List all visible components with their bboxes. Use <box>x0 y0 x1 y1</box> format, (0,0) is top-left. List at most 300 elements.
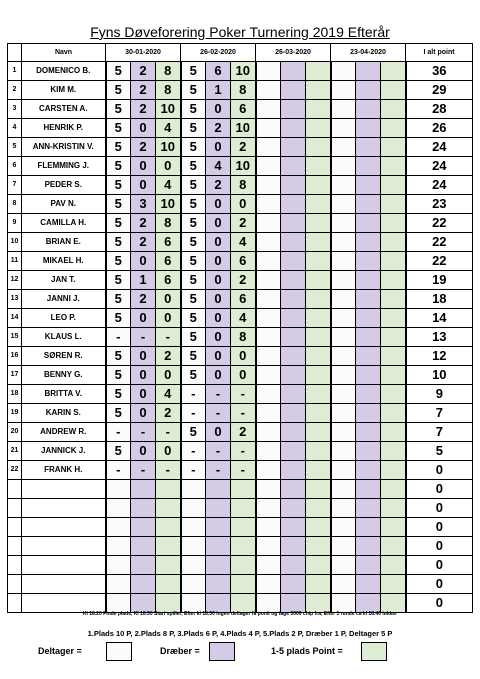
header-date-1: 30-01-2020 <box>106 44 181 62</box>
place-points <box>381 100 406 119</box>
place-points <box>306 423 331 442</box>
total-points: 0 <box>406 537 473 556</box>
killer-points: - <box>206 442 231 461</box>
killer-points <box>356 157 381 176</box>
killer-points: 0 <box>131 176 156 195</box>
participant-points <box>331 290 356 309</box>
table-row <box>8 138 473 157</box>
place-points <box>306 176 331 195</box>
table-row <box>8 385 473 404</box>
place-points: 0 <box>231 195 256 214</box>
killer-points <box>281 442 306 461</box>
player-name: JAN T. <box>22 271 106 290</box>
place-points: 8 <box>231 81 256 100</box>
place-points <box>381 556 406 575</box>
killer-points <box>356 252 381 271</box>
player-name: SØREN R. <box>22 347 106 366</box>
place-points: 10 <box>156 100 181 119</box>
place-points <box>381 176 406 195</box>
row-number: 17 <box>8 366 22 385</box>
killer-points: 2 <box>131 233 156 252</box>
place-points <box>156 480 181 499</box>
killer-points <box>281 119 306 138</box>
place-points: 6 <box>231 290 256 309</box>
killer-points <box>281 138 306 157</box>
table-row <box>8 233 473 252</box>
place-points: 10 <box>231 119 256 138</box>
row-number: 15 <box>8 328 22 347</box>
participant-points <box>106 556 131 575</box>
table-row <box>8 309 473 328</box>
killer-points <box>356 290 381 309</box>
table-row <box>8 157 473 176</box>
participant-points <box>331 499 356 518</box>
place-points <box>306 347 331 366</box>
row-number: 6 <box>8 157 22 176</box>
participant-points: 5 <box>106 309 131 328</box>
player-name: BRIAN E. <box>22 233 106 252</box>
killer-points: - <box>131 461 156 480</box>
place-points <box>381 423 406 442</box>
total-points: 29 <box>406 81 473 100</box>
table-row <box>8 366 473 385</box>
killer-points: 1 <box>206 81 231 100</box>
participant-points <box>256 119 281 138</box>
place-points <box>156 518 181 537</box>
player-name: HENRIK P. <box>22 119 106 138</box>
killer-points: 0 <box>206 138 231 157</box>
participant-points <box>256 290 281 309</box>
place-points: - <box>156 461 181 480</box>
row-number <box>8 537 22 556</box>
participant-points: 5 <box>181 62 206 81</box>
participant-points: 5 <box>106 81 131 100</box>
row-number: 12 <box>8 271 22 290</box>
player-name <box>22 575 106 594</box>
participant-points: 5 <box>181 214 206 233</box>
total-points: 0 <box>406 518 473 537</box>
player-name <box>22 480 106 499</box>
participant-points: 5 <box>106 214 131 233</box>
place-points <box>381 442 406 461</box>
participant-points <box>256 214 281 233</box>
killer-points <box>206 594 231 613</box>
participant-points <box>256 499 281 518</box>
participant-points <box>331 309 356 328</box>
row-number: 19 <box>8 404 22 423</box>
killer-points: 0 <box>131 385 156 404</box>
total-points: 0 <box>406 575 473 594</box>
place-points <box>306 461 331 480</box>
killer-points <box>356 594 381 613</box>
participant-points <box>331 328 356 347</box>
place-points <box>306 157 331 176</box>
place-points: 2 <box>156 404 181 423</box>
killer-points <box>281 233 306 252</box>
killer-points <box>131 537 156 556</box>
participant-points: - <box>106 423 131 442</box>
killer-points <box>206 480 231 499</box>
table-row <box>8 119 473 138</box>
killer-points <box>206 575 231 594</box>
player-name <box>22 537 106 556</box>
place-points <box>306 309 331 328</box>
legend-killer-label: Dræber = <box>160 646 200 656</box>
place-points <box>381 195 406 214</box>
legend-points-swatch <box>361 642 387 661</box>
participant-points <box>181 480 206 499</box>
legend-killer-swatch <box>209 642 235 661</box>
place-points <box>381 214 406 233</box>
legend-participant-label: Deltager = <box>38 646 82 656</box>
participant-points <box>106 575 131 594</box>
participant-points: 5 <box>181 157 206 176</box>
place-points: 6 <box>156 252 181 271</box>
killer-points <box>356 233 381 252</box>
killer-points <box>281 575 306 594</box>
place-points <box>381 138 406 157</box>
place-points: 2 <box>231 214 256 233</box>
killer-points: 2 <box>131 214 156 233</box>
place-points <box>306 518 331 537</box>
participant-points: - <box>181 461 206 480</box>
killer-points <box>131 480 156 499</box>
total-points: 28 <box>406 100 473 119</box>
header-date-4: 23-04-2020 <box>331 44 406 62</box>
participant-points <box>256 518 281 537</box>
participant-points <box>331 347 356 366</box>
participant-points <box>106 594 131 613</box>
total-points: 13 <box>406 328 473 347</box>
participant-points <box>256 423 281 442</box>
place-points <box>381 594 406 613</box>
participant-points: 5 <box>106 290 131 309</box>
killer-points: 2 <box>131 62 156 81</box>
killer-points: 4 <box>206 157 231 176</box>
total-points: 10 <box>406 366 473 385</box>
participant-points: - <box>181 404 206 423</box>
place-points <box>306 366 331 385</box>
player-name: LEO P. <box>22 309 106 328</box>
table-row <box>8 176 473 195</box>
killer-points <box>356 81 381 100</box>
row-number <box>8 518 22 537</box>
participant-points <box>331 404 356 423</box>
place-points <box>306 404 331 423</box>
place-points: 0 <box>156 157 181 176</box>
table-row <box>8 290 473 309</box>
table-row <box>8 271 473 290</box>
row-number: 13 <box>8 290 22 309</box>
place-points: 2 <box>231 138 256 157</box>
participant-points: 5 <box>181 290 206 309</box>
legend-participant-swatch <box>106 642 132 661</box>
participant-points <box>331 556 356 575</box>
killer-points <box>206 556 231 575</box>
total-points: 23 <box>406 195 473 214</box>
participant-points <box>106 518 131 537</box>
killer-points <box>356 309 381 328</box>
place-points <box>306 537 331 556</box>
place-points <box>306 214 331 233</box>
killer-points <box>356 271 381 290</box>
place-points: - <box>231 385 256 404</box>
killer-points: - <box>206 385 231 404</box>
killer-points <box>356 423 381 442</box>
participant-points: 5 <box>106 176 131 195</box>
participant-points: 5 <box>181 100 206 119</box>
killer-points <box>356 575 381 594</box>
place-points <box>306 499 331 518</box>
killer-points: 0 <box>131 366 156 385</box>
killer-points: 2 <box>206 176 231 195</box>
table-row <box>8 214 473 233</box>
killer-points <box>356 556 381 575</box>
place-points: 0 <box>156 309 181 328</box>
participant-points: - <box>181 442 206 461</box>
place-points <box>381 81 406 100</box>
table-row <box>8 480 473 499</box>
participant-points: - <box>181 385 206 404</box>
row-number <box>8 480 22 499</box>
killer-points: 0 <box>206 195 231 214</box>
killer-points <box>281 537 306 556</box>
killer-points: 3 <box>131 195 156 214</box>
killer-points: 6 <box>206 62 231 81</box>
killer-points <box>281 518 306 537</box>
row-number: 9 <box>8 214 22 233</box>
participant-points <box>331 442 356 461</box>
row-number: 1 <box>8 62 22 81</box>
participant-points <box>181 537 206 556</box>
killer-points: 0 <box>131 252 156 271</box>
killer-points <box>281 328 306 347</box>
header-name: Navn <box>22 44 106 62</box>
killer-points <box>281 309 306 328</box>
place-points: 10 <box>231 157 256 176</box>
total-points: 24 <box>406 176 473 195</box>
killer-points: - <box>131 328 156 347</box>
place-points <box>381 157 406 176</box>
player-name <box>22 499 106 518</box>
killer-points <box>356 328 381 347</box>
participant-points <box>256 233 281 252</box>
place-points <box>156 499 181 518</box>
place-points <box>381 575 406 594</box>
participant-points <box>256 366 281 385</box>
participant-points: 5 <box>181 366 206 385</box>
place-points: 0 <box>156 290 181 309</box>
killer-points <box>281 62 306 81</box>
place-points: 10 <box>231 62 256 81</box>
total-points: 19 <box>406 271 473 290</box>
participant-points: 5 <box>106 195 131 214</box>
player-name: JANNI J. <box>22 290 106 309</box>
participant-points: 5 <box>106 385 131 404</box>
legend <box>0 640 480 662</box>
participant-points <box>331 62 356 81</box>
participant-points <box>331 233 356 252</box>
table-row <box>8 328 473 347</box>
killer-points: 1 <box>131 271 156 290</box>
table-row <box>8 404 473 423</box>
place-points <box>306 233 331 252</box>
participant-points <box>331 176 356 195</box>
place-points <box>381 537 406 556</box>
participant-points: 5 <box>181 138 206 157</box>
participant-points <box>331 461 356 480</box>
row-number: 11 <box>8 252 22 271</box>
row-number: 14 <box>8 309 22 328</box>
participant-points <box>331 575 356 594</box>
total-points: 0 <box>406 594 473 613</box>
place-points: 2 <box>156 347 181 366</box>
total-points: 18 <box>406 290 473 309</box>
header-date-3: 26-03-2020 <box>256 44 331 62</box>
total-points: 12 <box>406 347 473 366</box>
killer-points <box>281 347 306 366</box>
participant-points <box>331 252 356 271</box>
header-corner <box>8 44 22 62</box>
participant-points <box>331 480 356 499</box>
killer-points: 0 <box>206 309 231 328</box>
place-points: - <box>231 404 256 423</box>
participant-points <box>331 214 356 233</box>
place-points <box>231 575 256 594</box>
row-number <box>8 499 22 518</box>
place-points: - <box>231 461 256 480</box>
participant-points <box>181 518 206 537</box>
participant-points: - <box>106 461 131 480</box>
place-points <box>306 385 331 404</box>
killer-points <box>356 214 381 233</box>
participant-points <box>256 480 281 499</box>
participant-points <box>256 347 281 366</box>
place-points: 2 <box>231 423 256 442</box>
total-points: 7 <box>406 404 473 423</box>
killer-points: - <box>206 404 231 423</box>
killer-points: 2 <box>131 81 156 100</box>
total-points: 24 <box>406 157 473 176</box>
table-row <box>8 81 473 100</box>
participant-points <box>106 480 131 499</box>
killer-points <box>356 366 381 385</box>
table-row <box>8 518 473 537</box>
place-points: - <box>231 442 256 461</box>
participant-points <box>331 518 356 537</box>
participant-points <box>256 385 281 404</box>
participant-points <box>256 271 281 290</box>
player-name: KLAUS L. <box>22 328 106 347</box>
place-points <box>306 119 331 138</box>
participant-points: 5 <box>181 233 206 252</box>
participant-points <box>331 81 356 100</box>
place-points <box>381 480 406 499</box>
row-number: 21 <box>8 442 22 461</box>
participant-points: 5 <box>106 62 131 81</box>
killer-points <box>356 480 381 499</box>
killer-points: 2 <box>131 290 156 309</box>
participant-points <box>331 119 356 138</box>
place-points: 0 <box>231 366 256 385</box>
killer-points <box>356 62 381 81</box>
killer-points <box>356 442 381 461</box>
player-name: BRITTA V. <box>22 385 106 404</box>
table-row <box>8 537 473 556</box>
header-row <box>8 44 473 62</box>
place-points <box>156 556 181 575</box>
place-points: 6 <box>231 100 256 119</box>
player-name <box>22 518 106 537</box>
player-name: KARIN S. <box>22 404 106 423</box>
killer-points: 0 <box>206 252 231 271</box>
place-points <box>381 461 406 480</box>
participant-points: 5 <box>181 252 206 271</box>
participant-points: 5 <box>181 195 206 214</box>
participant-points <box>256 252 281 271</box>
row-number: 18 <box>8 385 22 404</box>
killer-points <box>356 461 381 480</box>
row-number: 10 <box>8 233 22 252</box>
place-points <box>381 366 406 385</box>
killer-points <box>281 499 306 518</box>
killer-points <box>281 176 306 195</box>
killer-points: - <box>206 461 231 480</box>
participant-points <box>256 594 281 613</box>
killer-points <box>281 195 306 214</box>
killer-points <box>281 480 306 499</box>
header-total: I alt point <box>406 44 473 62</box>
player-name: CAMILLA H. <box>22 214 106 233</box>
table-row <box>8 442 473 461</box>
total-points: 0 <box>406 556 473 575</box>
killer-points <box>281 81 306 100</box>
total-points: 14 <box>406 309 473 328</box>
participant-points <box>331 366 356 385</box>
total-points: 22 <box>406 214 473 233</box>
table-row <box>8 575 473 594</box>
place-points <box>306 81 331 100</box>
participant-points: 5 <box>106 157 131 176</box>
killer-points: 0 <box>206 100 231 119</box>
table-row <box>8 195 473 214</box>
killer-points: 2 <box>206 119 231 138</box>
place-points: 0 <box>231 347 256 366</box>
place-points <box>381 271 406 290</box>
killer-points: 0 <box>131 347 156 366</box>
player-name <box>22 594 106 613</box>
place-points <box>306 480 331 499</box>
place-points <box>381 290 406 309</box>
place-points <box>306 252 331 271</box>
place-points <box>306 290 331 309</box>
participant-points <box>331 100 356 119</box>
place-points: 10 <box>156 195 181 214</box>
killer-points <box>206 518 231 537</box>
place-points: 4 <box>156 176 181 195</box>
participant-points <box>331 271 356 290</box>
participant-points <box>181 556 206 575</box>
place-points <box>306 575 331 594</box>
killer-points <box>131 575 156 594</box>
place-points: 8 <box>231 176 256 195</box>
place-points <box>231 499 256 518</box>
table-row <box>8 100 473 119</box>
place-points: 4 <box>231 233 256 252</box>
place-points <box>231 518 256 537</box>
killer-points <box>206 499 231 518</box>
participant-points: 5 <box>181 176 206 195</box>
